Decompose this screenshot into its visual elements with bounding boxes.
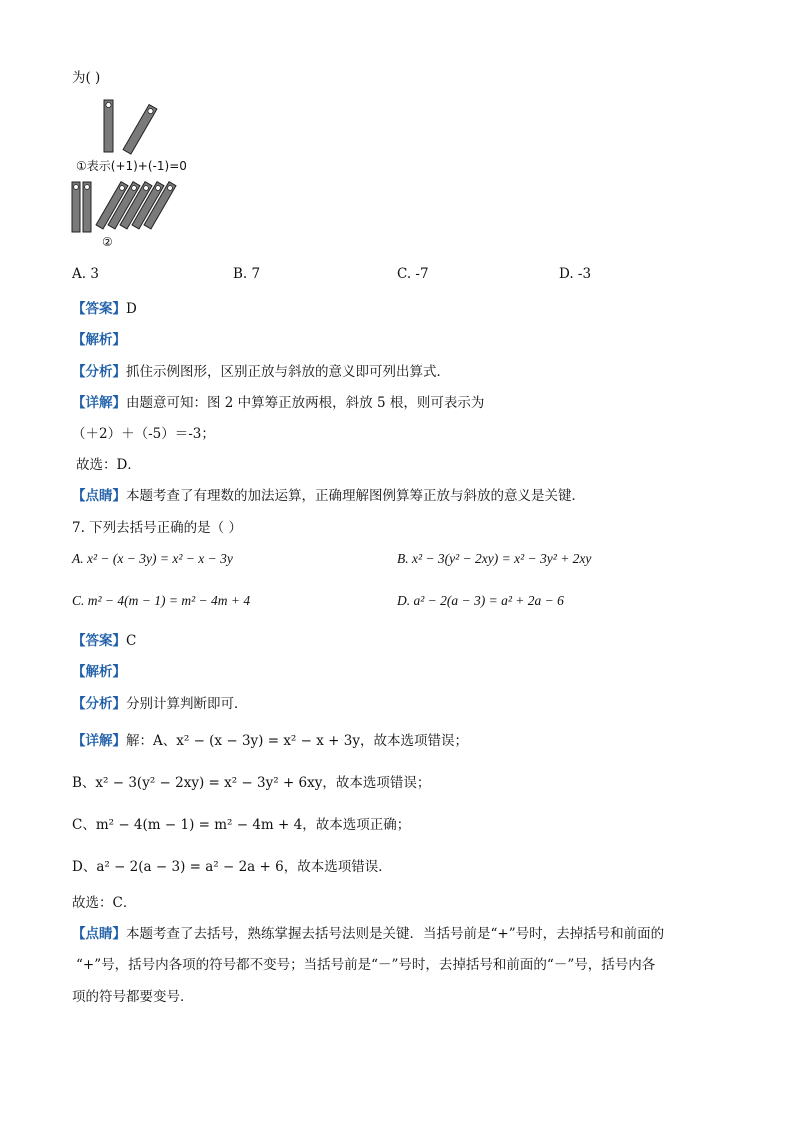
answer-value: D [126,301,137,317]
q7-answer-tag: 【答案】 [72,633,126,649]
q7-detail-a: 解：A、x² − (x − 3y) = x² − x + 3y，故本选项错误； [126,733,468,749]
option-d: D. -3 [559,266,592,282]
question-stem-fragment: 为( ) [72,70,101,86]
q7-analysis-heading [72,660,126,680]
q7-choose-line: 故选：C． [72,895,137,911]
choose-line: 故选：D． [76,457,141,473]
figure-caption-1: ①表示(+1)+(-1)=0 [76,159,187,173]
analysis-tag: 【解析】 [72,332,126,348]
option-b: B. 7 [233,266,261,282]
q7-comment-text-2: “+”号，括号内各项的符号都不变号；当括号前是“－”号时，去掉括号和前面的“－”号，括号内各 [76,957,656,973]
q7-option-d: D. a² − 2(a − 3) = a² + 2a − 6 [397,593,564,608]
fenxi-line [72,360,450,380]
q7-comment-text-3: 项的符号都要变号． [72,989,194,1005]
detail-line [72,391,484,411]
fenxi-text: 抓住示例图形，区别正放与斜放的意义即可列出算式． [126,364,450,380]
answer-line [72,297,137,317]
rod-upright [104,100,113,152]
comment-tag: 【点睛】 [72,488,126,504]
answer-tag: 【答案】 [72,301,126,317]
q7-fenxi-text: 分别计算判断即可． [126,696,248,712]
q7-detail-c: C、m² − 4(m − 1) = m² − 4m + 4，故本选项正确； [72,817,411,833]
q7-fenxi-line [72,692,248,712]
comment-text: 本题考查了有理数的加法运算，正确理解图例算筹正放与斜放的意义是关键． [126,488,585,504]
q7-detail-d: D、a² − 2(a − 3) = a² − 2a + 6，故本选项错误． [72,859,392,875]
comment-line [72,484,585,504]
figure-caption-2: ② [102,235,113,249]
option-a: A. 3 [72,266,99,282]
q7-detail-line [72,729,468,749]
detail-text: 由题意可知：图 2 中算筹正放两根，斜放 5 根，则可表示为 [126,395,485,411]
q7-option-a: A. x² − (x − 3y) = x² − x − 3y [72,551,233,566]
q7-fenxi-tag: 【分析】 [72,696,126,712]
q7-analysis-tag: 【解析】 [72,664,126,680]
q7-detail-tag: 【详解】 [72,733,126,749]
question-7-stem: 7. 下列去括号正确的是（ ） [72,520,242,536]
counting-rods-figure [68,94,228,254]
q7-comment-line [72,922,664,942]
fenxi-tag: 【分析】 [72,364,126,380]
q7-comment-text-1: 本题考查了去括号，熟练掌握去括号法则是关键．当括号前是“+”号时，去掉括号和前面的 [126,926,665,942]
detail-tag: 【详解】 [72,395,126,411]
q7-answer-value: C [126,633,137,649]
q7-option-b: B. x² − 3(y² − 2xy) = x² − 3y² + 2xy [397,551,592,566]
rod-tilted [123,105,157,155]
analysis-heading [72,328,126,348]
rod-upright [83,182,91,232]
q7-answer-line [72,629,136,649]
q7-comment-tag: 【点睛】 [72,926,126,942]
rod-upright [72,182,80,232]
q7-detail-b: B、x² − 3(y² − 2xy) = x² − 3y² + 6xy，故本选项错误； [72,775,431,791]
option-c: C. -7 [397,266,429,282]
detail-formula: （＋2）＋（-5）＝-3； [72,426,215,442]
q7-option-c: C. m² − 4(m − 1) = m² − 4m + 4 [72,593,251,608]
